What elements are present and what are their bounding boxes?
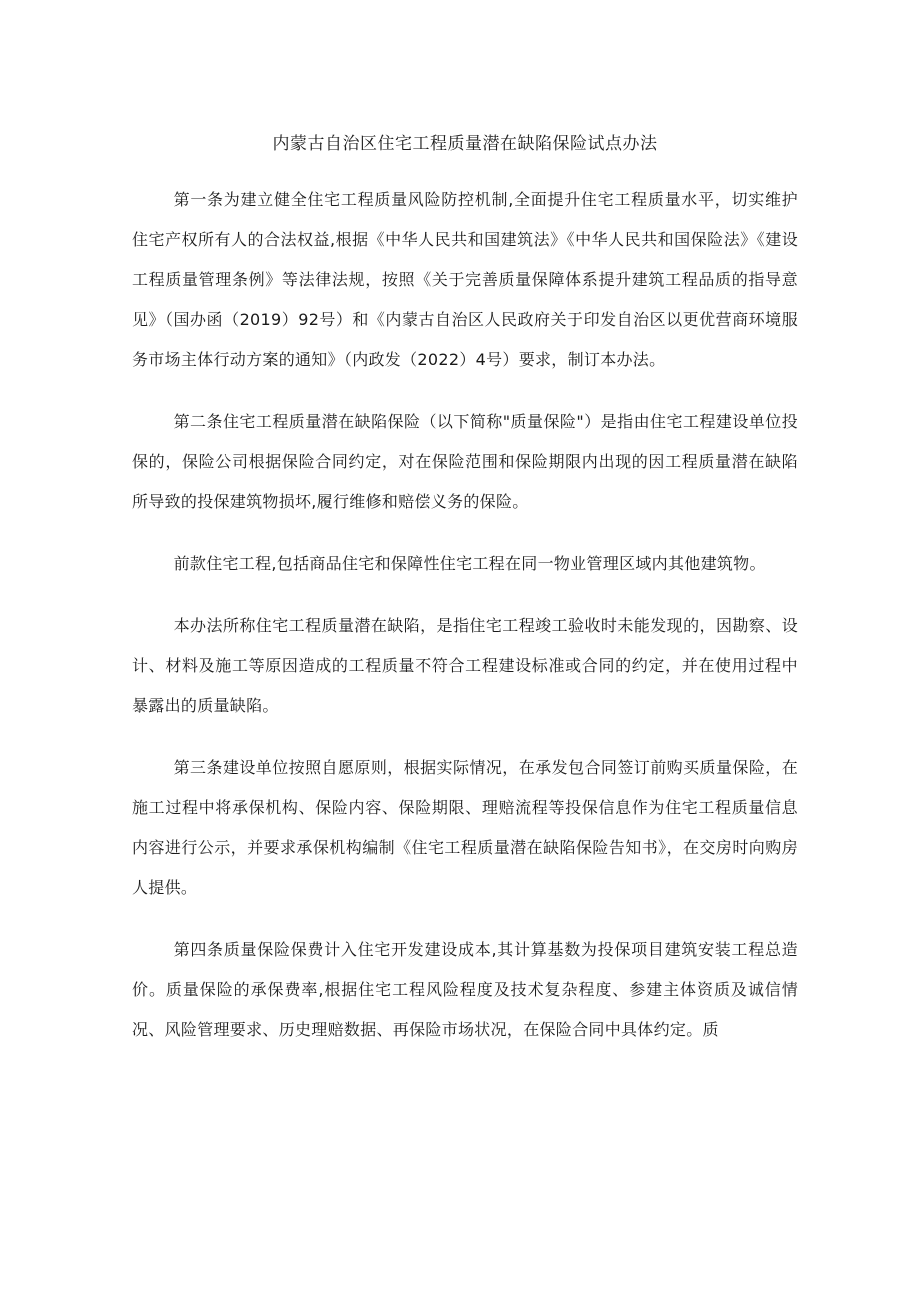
article-3-paragraph: 第三条建设单位按照自愿原则，根据实际情况，在承发包合同签订前购买质量保险，在施工过程中将承保机构、保险内容、保险期限、理赔流程等投保信息作为住宅工程质量信息内容进行公示，并要求承保机构编制《住宅工程质量潜在缺陷保险告知书》，在交房时向购房人提供。: [132, 758, 798, 897]
residential-scope-paragraph: 前款住宅工程,包括商品住宅和保障性住宅工程在同一物业管理区域内其他建筑物。: [173, 554, 766, 573]
article-2-paragraph: 第二条住宅工程质量潜在缺陷保险（以下简称"质量保险"）是指由住宅工程建设单位投保的，保险公司根据保险合同约定，对在保险范围和保险期限内出现的因工程质量潜在缺陷所导致的投保建筑物损坏,履行维修和赔偿义务的保险。: [132, 412, 798, 511]
defect-definition-paragraph: 本办法所称住宅工程质量潜在缺陷，是指住宅工程竣工验收时未能发现的，因勘察、设计、材料及施工等原因造成的工程质量不符合工程建设标准或合同的约定，并在使用过程中暴露出的质量缺陷。: [132, 616, 798, 715]
article-4-paragraph: 第四条质量保险保费计入住宅开发建设成本,其计算基数为投保项目建筑安装工程总造价。质量保险的承保费率,根据住宅工程风险程度及技术复杂程度、参建主体资质及诚信情况、风险管理要求、历史理赔数据、再保险市场状况，在保险合同中具体约定。质: [132, 940, 798, 1039]
document-title: 内蒙古自治区住宅工程质量潜在缺陷保险试点办法: [272, 134, 658, 154]
document-page: [132, 120, 798, 1072]
article-1-paragraph: 第一条为建立健全住宅工程质量风险防控机制,全面提升住宅工程质量水平，切实维护住宅产权所有人的合法权益,根据《中华人民共和国建筑法》《中华人民共和国保险法》《建设工程质量管理条例》等法律法规，按照《关于完善质量保障体系提升建筑工程品质的指导意见》（国办函（2019）92号）和《内蒙古自治区人民政府关于印发自治区以更优营商环境服务市场主体行动方案的通知》（内政发（2022）4号）要求，制订本办法。: [132, 190, 798, 369]
